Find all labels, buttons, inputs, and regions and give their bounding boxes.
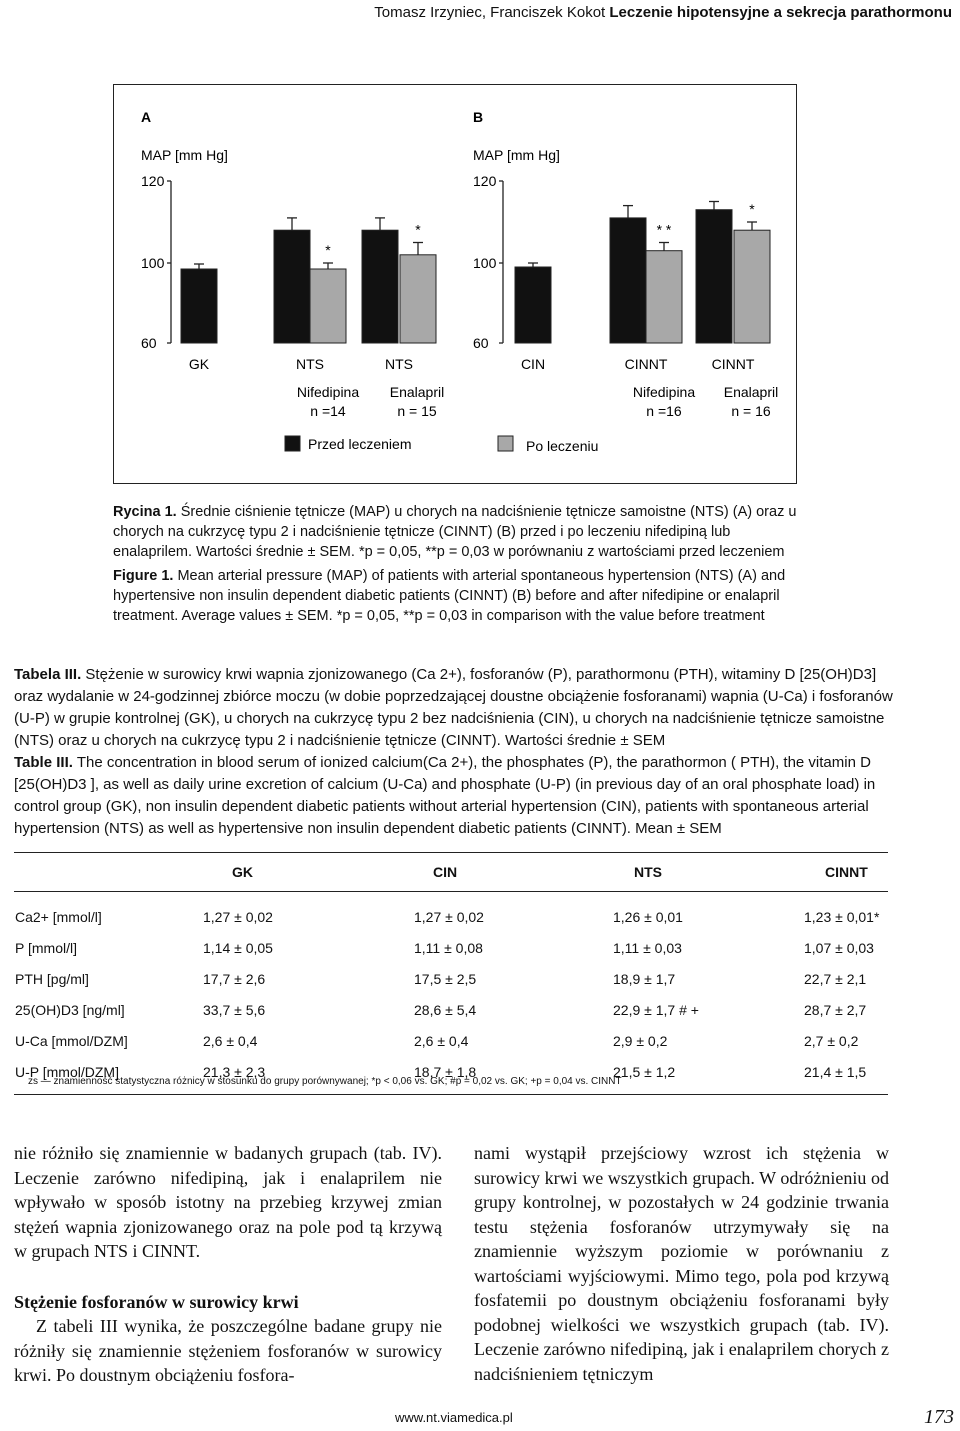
group-sublabel: Nifedipina bbox=[296, 384, 360, 400]
header-authors: Tomasz Irzyniec, Franciszek Kokot bbox=[374, 4, 606, 21]
page-number: 173 bbox=[924, 1406, 954, 1428]
figure-caption-en-label: Figure 1. bbox=[113, 568, 174, 584]
table-footnote: zs — znamienność statystyczna różnicy w stosunku do grupy porównywanej; *p < 0,06 vs. GK; #p = 0,02 vs. GK; +p = 0,04 vs. CINNT bbox=[28, 1076, 622, 1087]
bar-after bbox=[734, 230, 770, 343]
group-label: CINNT bbox=[624, 356, 668, 372]
y-tick-label: 120 bbox=[141, 173, 165, 189]
bar-before bbox=[515, 267, 551, 343]
table-cell: 18,7 ± 1,8 bbox=[413, 1056, 612, 1095]
legend-swatch-before bbox=[285, 436, 300, 451]
table-cell: 2,6 ± 0,4 bbox=[203, 1032, 258, 1049]
table-cell: 1,11 ± 0,08 bbox=[414, 939, 483, 956]
group-label: GK bbox=[188, 356, 210, 372]
figure-caption-en-text: Mean arterial pressure (MAP) of patients with arterial spontaneous hypertension (NTS) (A) and hypertensive non insulin dependent diabetic patients (CINNT) (B) before and after nifedipine or enalapril treatment. Average values ± SEM. *p = 0,05, **p = 0,03 in comparison with the value before treatment bbox=[113, 568, 786, 624]
table-cell: U-P [mmol/DZM] bbox=[14, 1056, 202, 1095]
table-cell: 22,7 ± 2,1 bbox=[804, 970, 867, 987]
table-caption-pl-label: Tabela III. bbox=[14, 666, 82, 683]
table-caption-pl bbox=[14, 664, 894, 752]
bar-before bbox=[610, 218, 646, 343]
table-header-cell: CINNT bbox=[803, 853, 888, 892]
table-cell: U-Ca [mmol/DZM] bbox=[15, 1032, 128, 1049]
table-header-cell: CIN bbox=[413, 853, 612, 892]
table-cell: 1,27 ± 0,02 bbox=[203, 908, 273, 925]
y-tick-label: 100 bbox=[141, 255, 165, 271]
group-sublabel: Enalapril bbox=[723, 384, 779, 400]
bar-before bbox=[696, 210, 732, 343]
table-row bbox=[14, 994, 888, 1025]
group-n-label: n = 16 bbox=[731, 403, 771, 419]
table-cell: 17,5 ± 2,5 bbox=[414, 970, 477, 987]
bar-after bbox=[400, 255, 436, 343]
bar-before bbox=[274, 230, 310, 343]
table-cell: 1,11 ± 0,03 bbox=[613, 939, 682, 956]
table-cell: 1,26 ± 0,01 bbox=[613, 908, 683, 925]
figure-caption-en bbox=[113, 566, 813, 626]
footer-url: www.nt.viamedica.pl bbox=[395, 1410, 513, 1425]
table-caption-pl-text: Stężenie w surowicy krwi wapnia zjonizowanego (Ca 2+), fosforanów (P), parathormonu (PTH), witaminy D [25(OH)D3] oraz wydalanie w 24-godzinnej zbiórce moczu (w dobie poprzedzającej doustne obciążenie fosforanami) wapnia (U-Ca) i fosforanów (U-P) w grupie kontrolnej (GK), u chorych na cukrzycę typu 2 bez nadciśnienia (CIN), u chorych na nadciśnienie tętnicze samoistne (NTS) oraz u chorych na cukrzycę typu 2 i nadciśnienie tętnicze (CINNT). Wartości średnie ± SEM bbox=[14, 666, 893, 749]
y-tick-label: 60 bbox=[141, 335, 157, 351]
figure-caption-pl bbox=[113, 502, 813, 562]
group-label: CINNT bbox=[711, 356, 755, 372]
body-right-column bbox=[474, 1141, 889, 1386]
significance-marker: * bbox=[415, 221, 421, 238]
body-paragraph: nie różniło się znamiennie w badanych grupach (tab. IV). Leczenie zarówno nifedipiną, jak i enalaprilem nie wpływało w sposób istotny na przebieg krzywej zmian stężeń wapnia zjonizowanego oraz na pole pod tą krzywą w grupach NTS i CINNT. bbox=[14, 1143, 442, 1261]
table-cell: 21,5 ± 1,2 bbox=[612, 1056, 803, 1095]
significance-marker: * bbox=[325, 242, 331, 258]
panel-label: A bbox=[141, 109, 152, 125]
table-cell: 2,9 ± 0,2 bbox=[613, 1032, 668, 1049]
group-sublabel: Enalapril bbox=[389, 384, 445, 400]
table-cell: 21,3 ± 2,3 bbox=[202, 1056, 413, 1095]
table-cell: Ca2+ [mmol/l] bbox=[15, 908, 102, 925]
table-iii bbox=[14, 852, 888, 1095]
table-caption-en bbox=[14, 752, 894, 840]
table-cell: 18,9 ± 1,7 bbox=[613, 970, 676, 987]
table-header-cell: NTS bbox=[612, 853, 803, 892]
bar-before bbox=[362, 230, 398, 343]
panel-label: B bbox=[473, 109, 484, 125]
legend-label-after: Po leczeniu bbox=[526, 438, 599, 454]
figure-caption-pl-label: Rycina 1. bbox=[113, 504, 177, 520]
body-paragraph: nami wystąpił przejściowy wzrost ich stężenia w surowicy krwi we wszystkich grupach. W odróżnieniu od grupy kontrolnej, w pozostałych w 24 godzinie trwania testu stężenia fosforanów utrzymywały się na znamiennie wyższym poziomie w porównaniu z wartościami wyjściowymi. Mimo tego, pola pod krzywą fosfatemii po doustnym obciążeniu fosforanami były podobnej wielkości we wszystkich grupach (tab. IV). Leczenie zarówno nifedipiną, jak i enalaprilem chorych z nadciśnieniem tętniczym bbox=[474, 1143, 889, 1384]
y-tick-label: 60 bbox=[473, 335, 489, 351]
section-heading: Stężenie fosforanów w surowicy krwi bbox=[14, 1291, 299, 1312]
table-header-cell: GK bbox=[202, 853, 413, 892]
table-row bbox=[14, 892, 888, 933]
table-cell: 2,7 ± 0,2 bbox=[804, 1032, 859, 1049]
y-axis-label: MAP [mm Hg] bbox=[473, 147, 560, 163]
table-caption-en-text: The concentration in blood serum of ionized calcium(Ca 2+), the phosphates (P), the parathormon ( PTH), the vitamin D [25(OH)D3 ], as well as daily urine excretion of calcium (U-Ca) and phosphate (U-P) (in previous day of an oral phosphate load) in control group (GK), non insulin dependent diabetic patients without arterial hypertension (CIN), patients with spontaneous arterial hypertension (NTS) as well as hypertensive non insulin dependent diabetic patients (CINNT). Mean ± SEM bbox=[14, 754, 876, 837]
group-sublabel: Nifedipina bbox=[632, 384, 696, 400]
table-cell: 25(OH)D3 [ng/ml] bbox=[15, 1001, 125, 1018]
running-header bbox=[374, 4, 952, 21]
group-n-label: n =16 bbox=[646, 403, 682, 419]
figure-caption-pl-text: Średnie ciśnienie tętnicze (MAP) u chorych na nadciśnienie tętnicze samoistne (NTS) (A) oraz u chorych na cukrzycę typu 2 i nadciśnienie tętnicze (CINNT) (B) przed i po leczeniu nifedipiną lub enalaprilem. Wartości średnie ± SEM. *p = 0,05, **p = 0,03 w porównaniu z wartościami przed leczeniem bbox=[113, 504, 797, 560]
header-title: Leczenie hipotensyjne a sekrecja parathormonu bbox=[609, 4, 952, 21]
group-label: CIN bbox=[520, 356, 546, 372]
table-row bbox=[14, 1025, 888, 1056]
y-axis-label: MAP [mm Hg] bbox=[141, 147, 228, 163]
significance-marker: * * bbox=[656, 221, 672, 238]
table-row bbox=[14, 932, 888, 963]
table-cell: P [mmol/l] bbox=[15, 939, 77, 956]
table-cell: 17,7 ± 2,6 bbox=[203, 970, 266, 987]
table-cell: 33,7 ± 5,6 bbox=[203, 1001, 266, 1018]
table-cell: 2,6 ± 0,4 bbox=[414, 1032, 469, 1049]
table-caption-en-label: Table III. bbox=[14, 754, 73, 771]
bar-after bbox=[646, 251, 682, 343]
y-tick-label: 100 bbox=[473, 255, 497, 271]
table-cell: 1,07 ± 0,03 bbox=[804, 939, 874, 956]
figure-1-box bbox=[113, 84, 797, 484]
group-n-label: n = 15 bbox=[397, 403, 437, 419]
table-cell: PTH [pg/ml] bbox=[15, 970, 89, 987]
table-header-cell bbox=[14, 853, 202, 892]
bar-before bbox=[181, 269, 217, 343]
table-row bbox=[14, 963, 888, 994]
group-label: NTS bbox=[385, 356, 413, 372]
table-header-row bbox=[14, 853, 888, 892]
significance-marker: * bbox=[749, 201, 755, 217]
table-cell: 22,9 ± 1,7 # + bbox=[613, 1001, 699, 1018]
body-paragraph: Z tabeli III wynika, że poszczególne badane grupy nie różniły się znamiennie stężeniem fosforanów w surowicy krwi. Po doustnym obciążeniu fosfora- bbox=[14, 1316, 442, 1385]
legend-label-before: Przed leczeniem bbox=[308, 436, 412, 452]
group-label: NTS bbox=[296, 356, 324, 372]
table-cell: 28,6 ± 5,4 bbox=[414, 1001, 477, 1018]
table-cell: 21,4 ± 1,5 bbox=[803, 1056, 888, 1095]
table-cell: 1,14 ± 0,05 bbox=[203, 939, 273, 956]
legend-swatch-after bbox=[498, 436, 513, 451]
table-cell: 1,23 ± 0,01* bbox=[804, 908, 880, 925]
table-cell: 28,7 ± 2,7 bbox=[804, 1001, 867, 1018]
table-cell: 1,27 ± 0,02 bbox=[414, 908, 484, 925]
y-tick-label: 120 bbox=[473, 173, 497, 189]
body-left-column bbox=[14, 1141, 442, 1388]
bar-after bbox=[310, 269, 346, 343]
group-n-label: n =14 bbox=[310, 403, 346, 419]
figure-1-chart bbox=[114, 85, 798, 485]
